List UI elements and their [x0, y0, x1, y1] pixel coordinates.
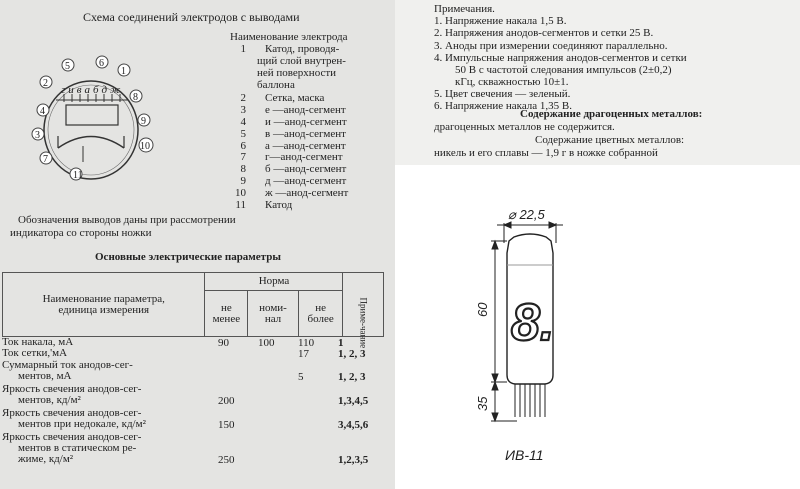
param-min: 250	[218, 454, 235, 466]
param-min: 200	[218, 395, 235, 407]
pin-diagram	[28, 50, 158, 185]
pin-description: а —анод-сегмент	[265, 140, 346, 152]
pin-3	[32, 128, 44, 141]
param-note: 1, 2, 3	[338, 371, 366, 383]
model-label: ИВ-11	[505, 447, 544, 463]
pin-description: г—анод-сегмент	[265, 151, 343, 163]
note-item: 4. Импульсные напряжения анодов-сегментов и сетки	[434, 52, 687, 64]
note-item: 5. Цвет свечения — зеленый.	[434, 88, 571, 100]
param-name: Ток накала, мА	[2, 336, 74, 348]
pin-description: е —анод-сегмент	[265, 104, 346, 116]
svg-text:4: 4	[40, 106, 45, 117]
pin-number: 8	[240, 163, 246, 175]
note-item: кГц, скважностью 10±1.	[455, 76, 569, 88]
param-max: 5	[298, 371, 304, 383]
param-max: 110	[298, 337, 315, 349]
pin-description: б —анод-сегмент	[265, 163, 347, 175]
note-item: 50 В с частотой следования импульсов (2±0,2)	[455, 64, 672, 76]
pin-9	[138, 114, 150, 127]
pin-6	[96, 56, 108, 69]
param-nom: 100	[258, 337, 275, 349]
param-min: 90	[218, 337, 229, 349]
pin-number: 7	[240, 151, 246, 163]
pin-7	[40, 152, 52, 165]
col-note-header: Приме-чание	[343, 273, 384, 337]
svg-text:10: 10	[140, 141, 150, 152]
note-line-2: индикатора со стороны ножки	[10, 227, 152, 239]
pin-8	[130, 90, 142, 103]
table-title: Основные электрические параметры	[95, 251, 281, 263]
svg-text:11: 11	[73, 170, 83, 181]
param-name: ментов в статическом ре-	[18, 442, 137, 454]
electrode-header: Наименование электрода	[230, 31, 348, 43]
svg-text:5: 5	[65, 61, 70, 72]
pin-description: Катод	[265, 199, 293, 211]
col-max-header: не более	[298, 291, 343, 337]
param-max: 17	[298, 348, 309, 360]
pin-number: 4	[240, 116, 246, 128]
svg-text:7: 7	[43, 154, 48, 165]
pin-5	[62, 59, 74, 72]
param-name: ментов, кд/м²	[18, 394, 81, 406]
note-item: 3. Аноды при измерении соединяют параллельно.	[434, 40, 668, 52]
pin-11	[70, 168, 83, 181]
param-name: Яркость свечения анодов-сег-	[2, 383, 142, 395]
colored-title: Содержание цветных металлов:	[535, 134, 685, 146]
pin-description: Сетка, маска	[265, 92, 325, 104]
svg-text:6: 6	[99, 58, 104, 69]
digit-glyph: 8.	[511, 294, 555, 352]
col-param-header: Наименование параметра, единица измерения	[3, 273, 205, 337]
note-line-1: Обозначения выводов даны при рассмотрении	[18, 214, 236, 226]
param-note: 1, 2, 3	[338, 348, 366, 360]
col-nom-header: номи- нал	[248, 291, 299, 337]
param-name: ментов при недокале, кд/м²	[18, 418, 146, 430]
pin-description: и —анод-сегмент	[265, 116, 347, 128]
param-name: ментов, мА	[18, 370, 72, 382]
param-name: Суммарный ток анодов-сег-	[2, 359, 133, 371]
pin-number: 3	[240, 104, 246, 116]
param-note: 3,4,5,6	[338, 419, 369, 431]
pin-4	[37, 104, 49, 117]
param-name: Яркость свечения анодов-сег-	[2, 407, 142, 419]
left-page-scan	[0, 0, 395, 489]
col-min-header: не менее	[205, 291, 248, 337]
notes-page-scan	[395, 0, 800, 165]
pin-number: 1	[240, 43, 246, 55]
precious-text: драгоценных металлов не содержится.	[434, 121, 615, 133]
note-item: 2. Напряжения анодов-сегментов и сетки 25 В.	[434, 27, 654, 39]
svg-text:1: 1	[121, 66, 126, 77]
pin-number: 6	[240, 140, 246, 152]
diameter-label: ⌀ 22,5	[508, 207, 545, 222]
col-norm-header: Норма	[205, 273, 343, 291]
pin-number: 2	[240, 92, 246, 104]
note-item: 6. Напряжение накала 1,35 В.	[434, 100, 573, 112]
lead-label: 35	[475, 396, 490, 411]
param-name: жиме, кд/м²	[18, 453, 74, 465]
tube-dimension-drawing	[395, 165, 800, 489]
colored-text: никель и его сплавы — 1,9 г в ножке собранной	[434, 147, 658, 159]
pin-number: 11	[235, 199, 246, 211]
mask-arc	[58, 137, 124, 149]
param-name: Яркость свечения анодов-сег-	[2, 431, 142, 443]
pin-description: в —анод-сегмент	[265, 128, 346, 140]
param-min: 150	[218, 419, 235, 431]
tube-drawing-area	[395, 165, 800, 489]
pin-number: 9	[240, 175, 246, 187]
pin-description: д —анод-сегмент	[265, 175, 347, 187]
pin-description: ней поверхности	[257, 67, 337, 79]
svg-text:9: 9	[141, 116, 146, 127]
scheme-title: Схема соединений электродов с выводами	[83, 10, 300, 24]
pin-number: 10	[235, 187, 246, 199]
pin-description: ж —анод-сегмент	[265, 187, 349, 199]
pin-description: Катод, проводя-	[265, 43, 340, 55]
pin-1	[118, 64, 130, 77]
pin-description: щий слой внутрен-	[257, 55, 346, 67]
segment-letters: гивабдж	[61, 84, 124, 96]
pin-numbers	[32, 56, 153, 181]
pin-2	[40, 76, 52, 89]
digit-outline	[66, 105, 118, 125]
svg-text:8: 8	[133, 92, 138, 103]
param-note: 1,3,4,5	[338, 395, 369, 407]
note-item: 1. Напряжение накала 1,5 В.	[434, 15, 567, 27]
param-name: Ток сетки,'мА	[2, 347, 68, 359]
height-label: 60	[475, 302, 490, 317]
precious-title: Содержание драгоценных металлов:	[520, 108, 703, 120]
notes-title: Примечания.	[434, 3, 495, 15]
svg-text:3: 3	[35, 130, 40, 141]
pin-description: баллона	[257, 79, 295, 91]
param-note: 1	[338, 337, 344, 349]
pin-10	[139, 138, 153, 152]
svg-text:2: 2	[43, 78, 48, 89]
pin-number: 5	[240, 128, 246, 140]
param-note: 1,2,3,5	[338, 454, 369, 466]
